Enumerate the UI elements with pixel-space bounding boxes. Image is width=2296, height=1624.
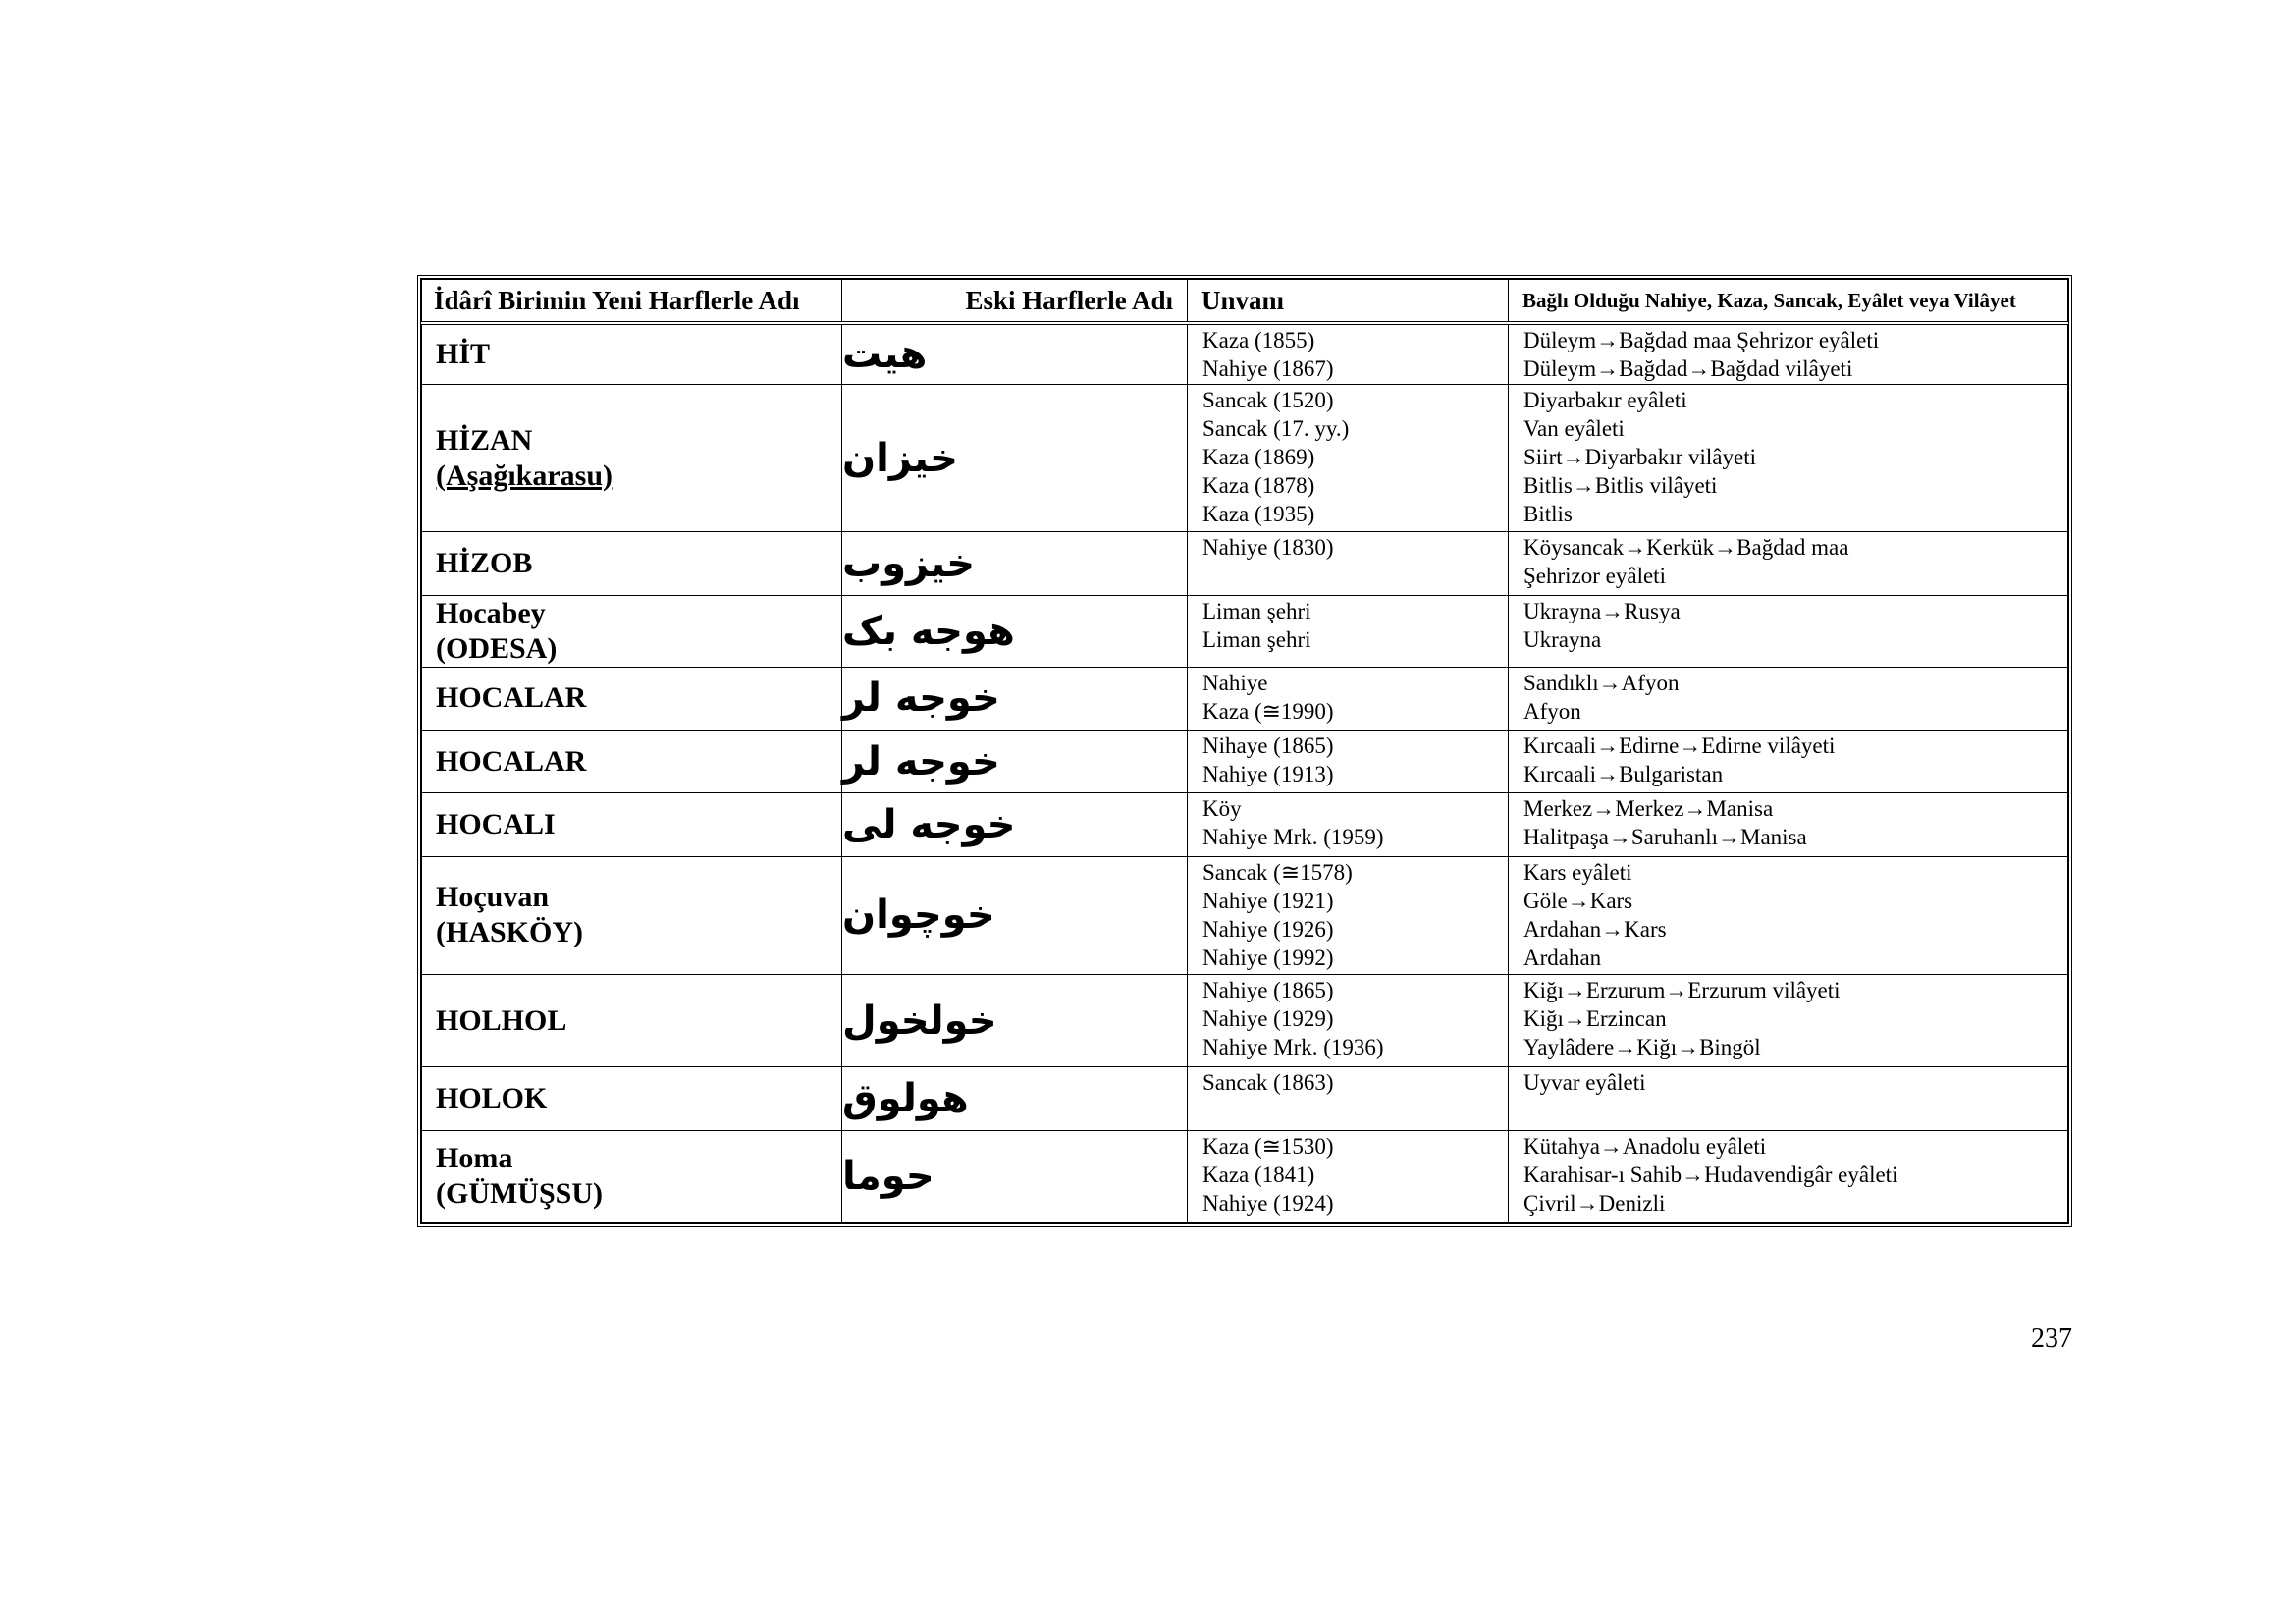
parent-unit-cell	[1509, 974, 2068, 1066]
arabic-name: خولخول	[842, 974, 1188, 1066]
arabic-name: هولوق	[842, 1067, 1188, 1130]
title-entry: Kaza (≅1990)	[1202, 698, 1334, 724]
parent-unit-entry: Uyvar eyâleti	[1523, 1070, 1646, 1096]
title-cell	[1188, 323, 1509, 384]
unit-name-cell	[422, 856, 842, 974]
title-entry: Kaza (≅1530)	[1202, 1133, 1334, 1159]
parent-unit-entry: Ardahan→Kars	[1523, 916, 1667, 942]
parent-unit-entry: Ukrayna→Rusya	[1523, 598, 1681, 623]
title-entry: Kaza (1935)	[1202, 501, 1315, 526]
table-row	[422, 731, 2068, 793]
page-number: 237	[2031, 1324, 2072, 1354]
title-entry: Sancak (1863)	[1202, 1070, 1334, 1096]
parent-unit-entry: Kırcaali→Bulgaristan	[1523, 762, 1724, 787]
unit-name: HOLHOL	[436, 1003, 567, 1037]
title-entry: Nahiye (1867)	[1202, 356, 1334, 381]
parent-unit-cell	[1509, 667, 2068, 730]
parent-unit-entry: Sandıklı→Afyon	[1523, 670, 1680, 695]
parent-unit-entry: Afyon	[1523, 698, 1581, 724]
title-entry: Köy	[1202, 796, 1242, 822]
parent-unit-entry: Siirt→Diyarbakır vilâyeti	[1523, 444, 1756, 469]
unit-alt-name: (ODESA)	[436, 631, 558, 665]
table-row	[422, 974, 2068, 1066]
parent-unit-entry: Kütahya→Anadolu eyâleti	[1523, 1133, 1767, 1159]
title-cell	[1188, 532, 1509, 595]
arabic-name: خوجه لر	[842, 731, 1188, 793]
unit-name-cell	[422, 532, 842, 595]
unit-name-cell	[422, 323, 842, 384]
unit-name: HOCALAR	[436, 744, 587, 778]
table-row	[422, 856, 2068, 974]
table-row	[422, 595, 2068, 667]
unit-name-cell	[422, 793, 842, 856]
parent-unit-entry: Köysancak→Kerkük→Bağdad maa	[1523, 535, 1849, 561]
parent-unit-entry: Kars eyâleti	[1523, 859, 1632, 885]
title-entry: Nahiye (1929)	[1202, 1005, 1334, 1031]
parent-unit-cell	[1509, 1067, 2068, 1130]
arabic-name: خوجه لی	[842, 793, 1188, 856]
parent-unit-cell	[1509, 384, 2068, 532]
header-old-name: Eski Harflerle Adı	[842, 280, 1188, 324]
title-entry: Sancak (17. yy.)	[1202, 415, 1350, 441]
unit-alt-name: (GÜMÜŞSU)	[436, 1177, 603, 1211]
parent-unit-cell	[1509, 1130, 2068, 1222]
arabic-name: هيت	[842, 323, 1188, 384]
unit-name-cell	[422, 1067, 842, 1130]
unit-name: Homa	[436, 1142, 513, 1175]
unit-name-cell	[422, 667, 842, 730]
title-entry: Nahiye	[1202, 670, 1268, 695]
title-entry: Nahiye (1921)	[1202, 888, 1334, 913]
parent-unit-entry: Kiğı→Erzincan	[1523, 1005, 1667, 1031]
title-entry: Sancak (1520)	[1202, 387, 1334, 412]
title-cell	[1188, 384, 1509, 532]
title-entry: Kaza (1855)	[1202, 328, 1315, 352]
unit-name-cell	[422, 731, 842, 793]
arabic-name: خوچوان	[842, 856, 1188, 974]
header-title: Unvanı	[1188, 280, 1509, 324]
parent-unit-entry: Düleym→Bağdad maa Şehrizor eyâleti	[1523, 328, 1880, 352]
table-row	[422, 532, 2068, 595]
unit-name-cell	[422, 595, 842, 667]
parent-unit-entry: Merkez→Merkez→Manisa	[1523, 796, 1774, 822]
title-entry: Nahiye (1924)	[1202, 1190, 1334, 1216]
table-row	[422, 384, 2068, 532]
unit-name-cell	[422, 1130, 842, 1222]
table	[421, 279, 2068, 1223]
title-cell	[1188, 667, 1509, 730]
arabic-name: حوما	[842, 1130, 1188, 1222]
title-cell	[1188, 856, 1509, 974]
title-entry: Liman şehri	[1202, 598, 1311, 623]
parent-unit-entry: Kiğı→Erzurum→Erzurum vilâyeti	[1523, 977, 1841, 1002]
parent-unit-entry: Diyarbakır eyâleti	[1523, 387, 1687, 412]
title-entry: Liman şehri	[1202, 626, 1311, 652]
title-cell	[1188, 793, 1509, 856]
title-entry: Nahiye (1992)	[1202, 945, 1334, 970]
arabic-name: خوجه لر	[842, 667, 1188, 730]
parent-unit-entry: Göle→Kars	[1523, 888, 1633, 913]
unit-name: HOCALAR	[436, 681, 587, 715]
title-entry: Nahiye (1926)	[1202, 916, 1334, 942]
parent-unit-cell	[1509, 595, 2068, 667]
table-header	[422, 280, 2068, 324]
arabic-name: خيزان	[842, 384, 1188, 532]
table-row	[422, 323, 2068, 384]
parent-unit-entry: Şehrizor eyâleti	[1523, 564, 1666, 589]
parent-unit-entry: Halitpaşa→Saruhanlı→Manisa	[1523, 825, 1807, 850]
parent-unit-entry: Ardahan	[1523, 945, 1602, 970]
title-cell	[1188, 731, 1509, 793]
title-cell	[1188, 974, 1509, 1066]
parent-unit-entry: Bitlis	[1523, 501, 1573, 526]
parent-unit-entry: Bitlis→Bitlis vilâyeti	[1523, 472, 1718, 498]
unit-name: Hocabey	[436, 596, 546, 629]
unit-alt-name: (HASKÖY)	[436, 916, 583, 949]
table-row	[422, 1130, 2068, 1222]
parent-unit-cell	[1509, 323, 2068, 384]
title-entry: Kaza (1878)	[1202, 472, 1315, 498]
arabic-name: هوجه بک	[842, 595, 1188, 667]
unit-name-cell	[422, 384, 842, 532]
title-entry: Nihaye (1865)	[1202, 733, 1334, 759]
title-entry: Nahiye (1913)	[1202, 762, 1334, 787]
title-entry: Kaza (1841)	[1202, 1162, 1315, 1187]
arabic-name: خيزوب	[842, 532, 1188, 595]
parent-unit-cell	[1509, 856, 2068, 974]
table-row	[422, 1067, 2068, 1130]
header-new-name: İdârî Birimin Yeni Harflerle Adı	[422, 280, 842, 324]
title-entry: Nahiye (1830)	[1202, 535, 1334, 561]
unit-name: HOLOK	[436, 1081, 548, 1114]
table-row	[422, 793, 2068, 856]
parent-unit-entry: Yaylâdere→Kiğı→Bingöl	[1523, 1034, 1761, 1059]
title-cell	[1188, 595, 1509, 667]
title-entry: Nahiye Mrk. (1936)	[1202, 1034, 1384, 1059]
unit-name-cell	[422, 974, 842, 1066]
title-cell	[1188, 1067, 1509, 1130]
unit-name: Hoçuvan	[436, 881, 550, 914]
unit-name: HİT	[436, 337, 491, 370]
header-row	[422, 280, 2068, 324]
gazetteer-table	[417, 275, 2072, 1227]
parent-unit-entry: Van eyâleti	[1523, 415, 1625, 441]
unit-name: HOCALI	[436, 807, 556, 840]
title-entry: Nahiye Mrk. (1959)	[1202, 825, 1384, 850]
unit-alt-name: (Aşağıkarasu)	[436, 459, 614, 492]
table-body	[422, 323, 2068, 1223]
title-cell	[1188, 1130, 1509, 1222]
title-entry: Kaza (1869)	[1202, 444, 1315, 469]
unit-name: HİZOB	[436, 546, 533, 579]
parent-unit-entry: Çivril→Denizli	[1523, 1190, 1666, 1216]
parent-unit-cell	[1509, 793, 2068, 856]
header-parent-unit: Bağlı Olduğu Nahiye, Kaza, Sancak, Eyâlet veya Vilâyet	[1509, 280, 2068, 324]
title-entry: Sancak (≅1578)	[1202, 859, 1353, 885]
title-entry: Nahiye (1865)	[1202, 977, 1334, 1002]
parent-unit-cell	[1509, 731, 2068, 793]
table-row	[422, 667, 2068, 730]
parent-unit-entry: Kırcaali→Edirne→Edirne vilâyeti	[1523, 733, 1836, 759]
parent-unit-entry: Karahisar-ı Sahib→Hudavendigâr eyâleti	[1523, 1162, 1898, 1187]
unit-name: HİZAN	[436, 423, 533, 457]
parent-unit-entry: Düleym→Bağdad→Bağdad vilâyeti	[1523, 356, 1853, 381]
parent-unit-cell	[1509, 532, 2068, 595]
parent-unit-entry: Ukrayna	[1523, 626, 1602, 652]
